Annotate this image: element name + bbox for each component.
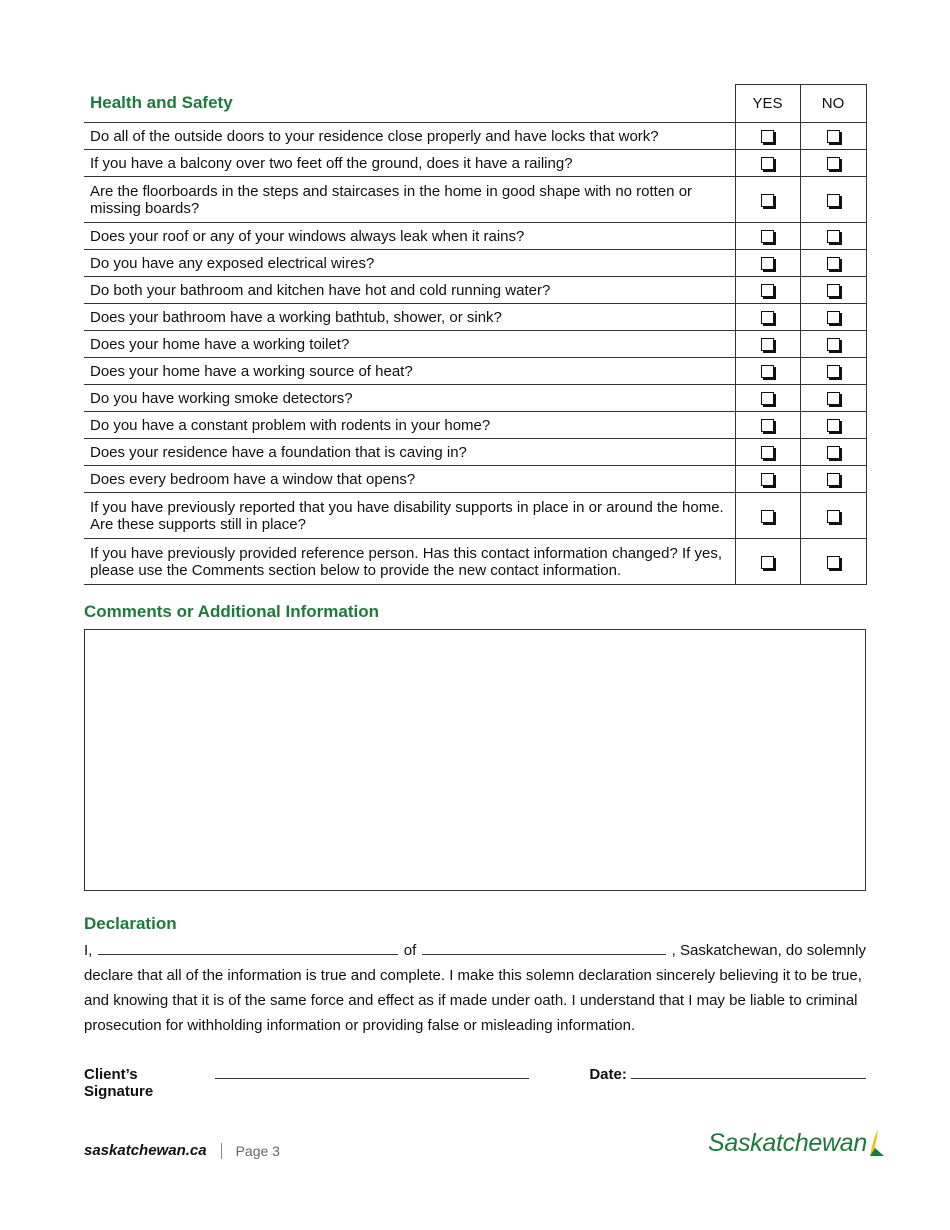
question-text: Does your home have a working toilet? (84, 331, 735, 358)
no-cell (800, 177, 866, 223)
question-row (84, 358, 866, 385)
logo-wordmark: Saskatchewan (708, 1129, 867, 1157)
yes-checkbox[interactable] (761, 556, 774, 569)
no-checkbox[interactable] (827, 392, 840, 405)
declaration-title: Declaration (84, 914, 177, 933)
no-cell (800, 304, 866, 331)
no-checkbox[interactable] (827, 311, 840, 324)
declarant-name-field[interactable] (98, 940, 398, 955)
yes-checkbox[interactable] (761, 419, 774, 432)
client-signature-label: Client’s Signature (84, 1066, 154, 1100)
declaration-of: of (403, 942, 417, 959)
no-cell (800, 331, 866, 358)
yes-cell (735, 466, 800, 493)
no-checkbox[interactable] (827, 284, 840, 297)
question-text: If you have a balcony over two feet off the ground, does it have a railing? (84, 150, 735, 177)
yes-checkbox[interactable] (761, 338, 774, 351)
question-text: Does your home have a working source of heat? (84, 358, 735, 385)
yes-cell (735, 150, 800, 177)
no-cell (800, 493, 866, 539)
no-cell (800, 539, 866, 585)
declaration-prefix: I, (84, 942, 93, 959)
health-safety-questions (84, 123, 866, 585)
no-checkbox[interactable] (827, 130, 840, 143)
yes-cell (735, 412, 800, 439)
no-checkbox[interactable] (827, 556, 840, 569)
health-safety-title: Health and Safety (84, 85, 735, 123)
date-field[interactable] (631, 1064, 866, 1079)
question-row (84, 250, 866, 277)
yes-cell (735, 250, 800, 277)
yes-checkbox[interactable] (761, 365, 774, 378)
question-row (84, 277, 866, 304)
question-row (84, 150, 866, 177)
yes-checkbox[interactable] (761, 130, 774, 143)
no-cell (800, 412, 866, 439)
question-row (84, 123, 866, 150)
footer-divider (221, 1143, 222, 1159)
question-row (84, 439, 866, 466)
no-checkbox[interactable] (827, 194, 840, 207)
yes-cell (735, 223, 800, 250)
question-row (84, 493, 866, 539)
question-text: If you have previously provided reference person. Has this contact information changed? If yes, please use the Comments section below to provide the new contact information. (84, 539, 735, 585)
question-text: Are the floorboards in the steps and staircases in the home in good shape with no rotten or missing boards? (84, 177, 735, 223)
yes-cell (735, 385, 800, 412)
question-text: Do both your bathroom and kitchen have hot and cold running water? (84, 277, 735, 304)
question-row (84, 539, 866, 585)
question-text: Does every bedroom have a window that opens? (84, 466, 735, 493)
saskatchewan-logo (708, 1128, 885, 1158)
yes-checkbox[interactable] (761, 230, 774, 243)
question-row (84, 304, 866, 331)
yes-cell (735, 539, 800, 585)
yes-cell (735, 177, 800, 223)
question-row (84, 385, 866, 412)
health-safety-table (84, 84, 867, 585)
no-cell (800, 277, 866, 304)
yes-checkbox[interactable] (761, 446, 774, 459)
yes-column-header: YES (735, 85, 800, 123)
question-text: Do you have a constant problem with rodents in your home? (84, 412, 735, 439)
no-checkbox[interactable] (827, 473, 840, 486)
no-checkbox[interactable] (827, 510, 840, 523)
comments-title: Comments or Additional Information (84, 602, 379, 621)
question-row (84, 466, 866, 493)
question-text: Does your bathroom have a working bathtub, shower, or sink? (84, 304, 735, 331)
yes-checkbox[interactable] (761, 473, 774, 486)
no-cell (800, 358, 866, 385)
question-row (84, 412, 866, 439)
footer (84, 1142, 280, 1159)
signature-row (84, 1064, 866, 1100)
no-checkbox[interactable] (827, 446, 840, 459)
no-checkbox[interactable] (827, 419, 840, 432)
yes-checkbox[interactable] (761, 157, 774, 170)
no-checkbox[interactable] (827, 257, 840, 270)
question-text: Does your residence have a foundation that is caving in? (84, 439, 735, 466)
no-checkbox[interactable] (827, 365, 840, 378)
no-cell (800, 150, 866, 177)
yes-cell (735, 123, 800, 150)
question-text: Do all of the outside doors to your residence close properly and have locks that work? (84, 123, 735, 150)
client-signature-field[interactable] (215, 1064, 530, 1079)
no-checkbox[interactable] (827, 230, 840, 243)
yes-checkbox[interactable] (761, 284, 774, 297)
yes-checkbox[interactable] (761, 392, 774, 405)
yes-checkbox[interactable] (761, 510, 774, 523)
yes-checkbox[interactable] (761, 257, 774, 270)
no-cell (800, 439, 866, 466)
question-text: Do you have any exposed electrical wires? (84, 250, 735, 277)
question-row (84, 177, 866, 223)
no-cell (800, 466, 866, 493)
yes-cell (735, 331, 800, 358)
declaration-text (84, 938, 866, 1038)
declaration-suffix: , Saskatchewan, do solemnly (671, 942, 866, 959)
yes-checkbox[interactable] (761, 194, 774, 207)
no-checkbox[interactable] (827, 157, 840, 170)
page-number: Page 3 (235, 1142, 280, 1159)
yes-cell (735, 304, 800, 331)
question-row (84, 331, 866, 358)
question-text: Do you have working smoke detectors? (84, 385, 735, 412)
yes-checkbox[interactable] (761, 311, 774, 324)
yes-cell (735, 493, 800, 539)
wheat-icon (867, 1128, 885, 1158)
declaration-body: declare that all of the information is true and complete. I make this solemn declaration sincerely believing it to be true, and knowing that it is of the same force and effect as if made under oath. I understand that I may be liable to criminal prosecution for withholding information or providing false or misleading information. (84, 967, 862, 1034)
no-cell (800, 223, 866, 250)
no-cell (800, 250, 866, 277)
question-row (84, 223, 866, 250)
date-label: Date: (589, 1066, 627, 1083)
no-cell (800, 385, 866, 412)
question-text: If you have previously reported that you have disability supports in place in or around the home. Are these supports still in place? (84, 493, 735, 539)
no-column-header: NO (800, 85, 866, 123)
no-cell (800, 123, 866, 150)
footer-site[interactable]: saskatchewan.ca (84, 1142, 207, 1159)
yes-cell (735, 358, 800, 385)
no-checkbox[interactable] (827, 338, 840, 351)
yes-cell (735, 439, 800, 466)
yes-cell (735, 277, 800, 304)
declarant-location-field[interactable] (422, 940, 666, 955)
comments-input-box[interactable] (84, 629, 866, 891)
question-text: Does your roof or any of your windows always leak when it rains? (84, 223, 735, 250)
